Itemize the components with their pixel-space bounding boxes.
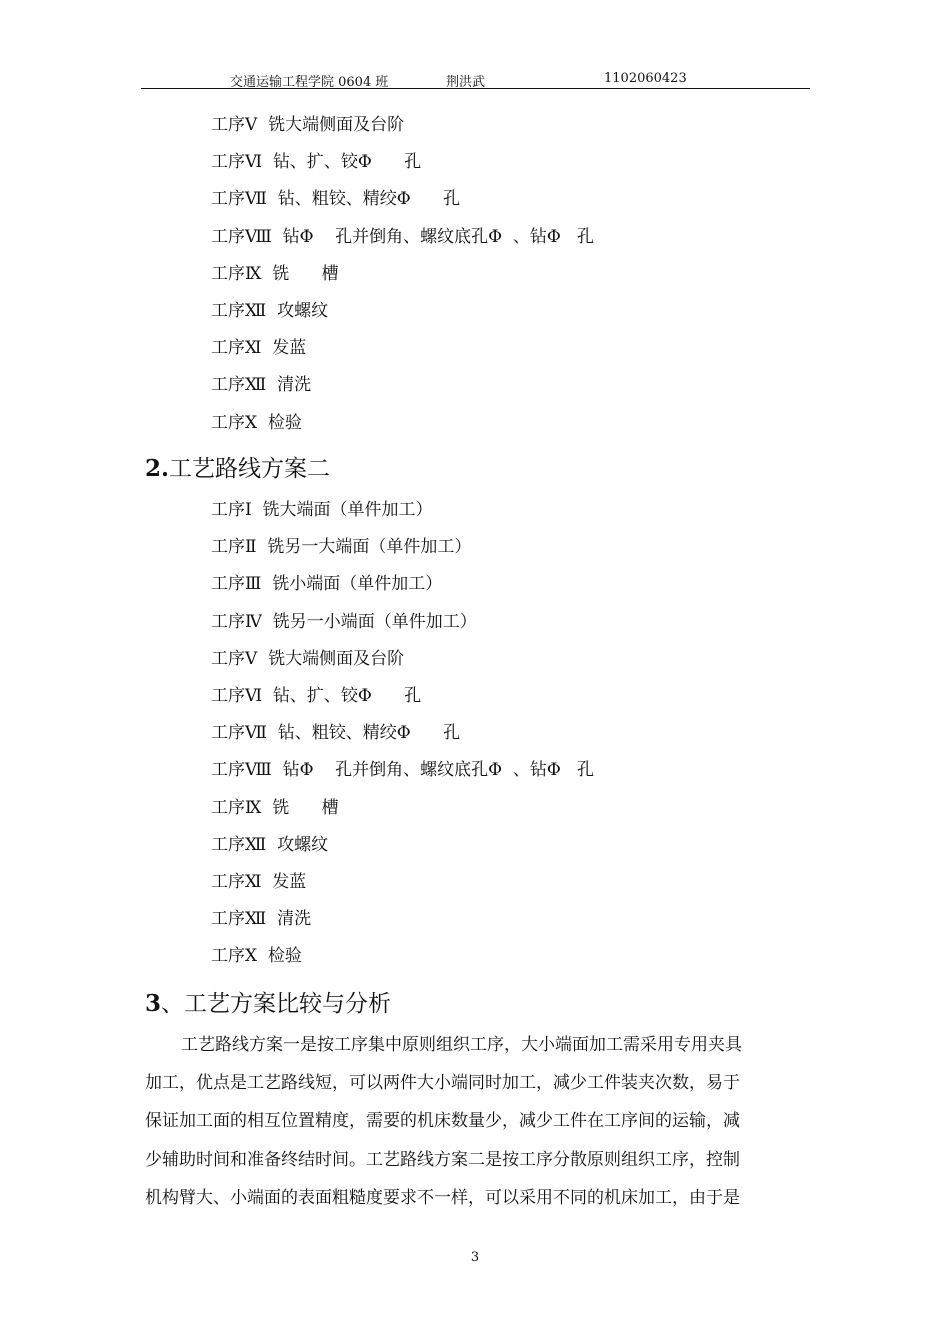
list-item: 工序Ⅹ 检验	[211, 946, 302, 967]
paragraph-line: 加工，优点是工艺路线短，可以两件大小端同时加工，减少工件装夹次数，易于	[145, 1073, 740, 1094]
header-author-name: 荆洪武	[446, 75, 486, 90]
list-item: 工序Ⅴ 铣大端侧面及台阶	[211, 648, 405, 669]
list-item: 工序Ⅹ 检验	[211, 412, 302, 433]
list-item: 工序Ⅱ 铣另一大端面（单件加工）	[211, 537, 472, 558]
paragraph-line: 机构臂大、小端面的表面粗糙度要求不一样，可以采用不同的机床加工，由于是	[145, 1187, 740, 1208]
list-item: 工序Ⅵ 钻、扩、铰Φ 孔	[211, 685, 422, 706]
page-number: 3	[470, 1250, 480, 1265]
list-item: 工序Ⅻ 攻螺纹	[211, 834, 329, 855]
list-item: 工序Ⅶ 钻、粗铰、精绞Φ 孔	[211, 189, 461, 210]
list-item: 工序Ⅻ 清洗	[211, 375, 312, 396]
paragraph-line: 保证加工面的相互位置精度，需要的机床数量少，减少工件在工序间的运输，减	[145, 1111, 740, 1132]
list-item: 工序Ⅷ 钻Φ 孔并倒角、螺纹底孔Φ 、钻Φ 孔	[211, 226, 595, 247]
page-header	[141, 66, 810, 89]
list-item: 工序Ⅵ 钻、扩、铰Φ 孔	[211, 152, 422, 173]
section-3-number: 3	[145, 990, 162, 1017]
header-student-id: 1102060423	[604, 71, 687, 86]
section-3-heading	[145, 985, 391, 1018]
section-2-title: 工艺路线方案二	[169, 456, 331, 482]
list-item: 工序Ⅸ 铣 槽	[211, 263, 339, 284]
list-item: 工序Ⅺ 发蓝	[211, 338, 307, 359]
list-item: 工序Ⅰ 铣大端面（单件加工）	[211, 500, 433, 520]
list-item: 工序Ⅲ 铣小端面（单件加工）	[211, 574, 443, 595]
list-item: 工序Ⅸ 铣 槽	[211, 797, 339, 818]
list-item: 工序Ⅴ 铣大端侧面及台阶	[211, 115, 405, 135]
plan1-step-list	[211, 107, 594, 442]
paragraph-line: 少辅助时间和准备终结时间。工艺路线方案二是按工序分散原则组织工序，控制	[145, 1149, 740, 1170]
list-item: 工序Ⅻ 清洗	[211, 909, 312, 930]
paragraph-line: 工艺路线方案一是按工序集中原则组织工序，大小端面加工需采用专用夹具	[181, 1035, 742, 1055]
section-3-title: 、工艺方案比较与分析	[161, 991, 392, 1017]
list-item: 工序Ⅺ 发蓝	[211, 871, 307, 892]
section-2-heading	[145, 450, 330, 483]
list-item: 工序Ⅳ 铣另一小端面（单件加工）	[211, 611, 477, 632]
list-item: 工序Ⅷ 钻Φ 孔并倒角、螺纹底孔Φ 、钻Φ 孔	[211, 760, 595, 781]
list-item: 工序Ⅶ 钻、粗铰、精绞Φ 孔	[211, 723, 461, 744]
plan2-step-list	[211, 492, 594, 975]
section-2-number: 2.	[145, 455, 170, 482]
analysis-paragraph	[145, 1026, 809, 1217]
list-item: 工序Ⅻ 攻螺纹	[211, 300, 329, 321]
header-school: 交通运输工程学院 0604 班	[230, 75, 389, 90]
